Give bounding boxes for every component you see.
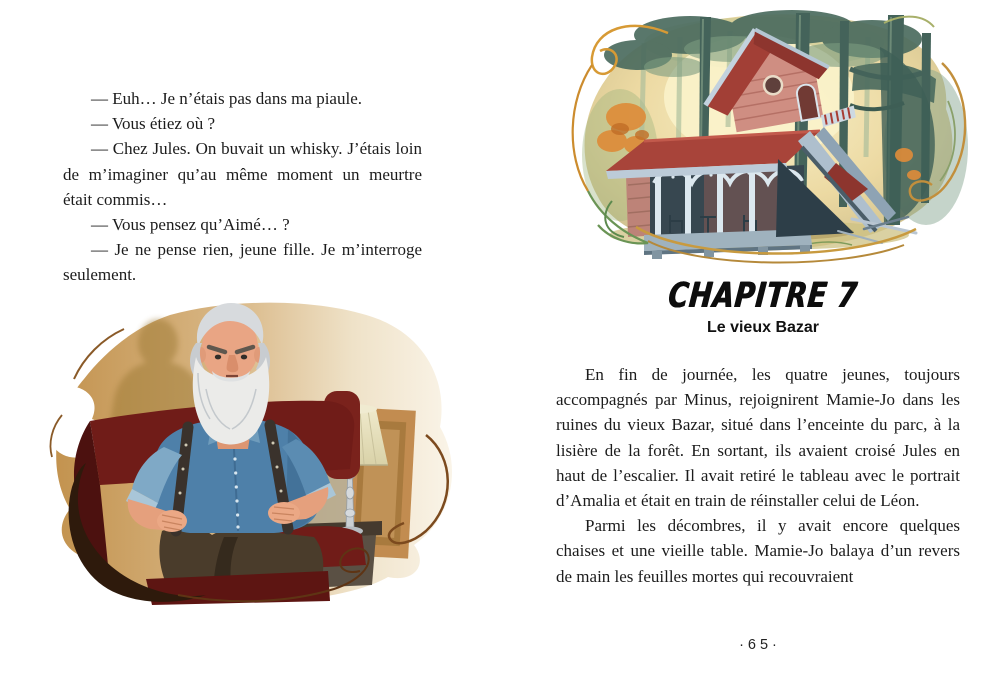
ruined-house-illustration <box>554 7 978 265</box>
chapter-heading <box>563 276 963 337</box>
body-paragraph: En fin de journée, les quatre jeunes, toujours accompagnés par Minus, rejoignirent Mamie-Jo dans les ruines du vieux Bazar, situé dans l’enceinte du parc, à la lisière de la forêt. En sortant, ils avaient croisé Jules en haut de l’escalier. Il avait retiré le tableau avec le portrait d’Amalia et était en train de réinstaller celui de Léon. <box>556 365 960 511</box>
chapter-title: CHAPITRE 7 <box>666 274 860 316</box>
ruined-house-illustration-svg <box>554 7 978 265</box>
dialogue-paragraph: — Vous pensez qu’Aimé… ? <box>91 215 290 235</box>
chapter-subtitle: Le vieux Bazar <box>706 319 820 336</box>
dialogue-paragraph: — Euh… Je n’étais pas dans ma piaule. <box>91 89 362 108</box>
left-text-block <box>63 86 422 288</box>
page-number: ·65· <box>739 637 781 653</box>
body-paragraph: Parmi les décombres, il y avait encore quelques chaises et une vieille table. Mamie-Jo balaya d’un revers de main les feuilles mortes qui recouvraient <box>556 516 960 586</box>
dialogue-paragraph: — Chez Jules. On buvait un whisky. J’étais loin de m’imaginer qu’au même moment un meurtre était commis… <box>63 139 422 209</box>
old-man-illustration <box>30 297 480 609</box>
right-text-block <box>556 362 960 589</box>
dialogue-paragraph: — Vous étiez où ? <box>91 114 216 134</box>
head <box>190 303 270 445</box>
dialogue-paragraph: — Je ne pense rien, jeune fille. Je m’interroge seulement. <box>63 240 422 285</box>
old-man-illustration-svg <box>30 297 480 609</box>
right-page <box>500 0 1000 696</box>
